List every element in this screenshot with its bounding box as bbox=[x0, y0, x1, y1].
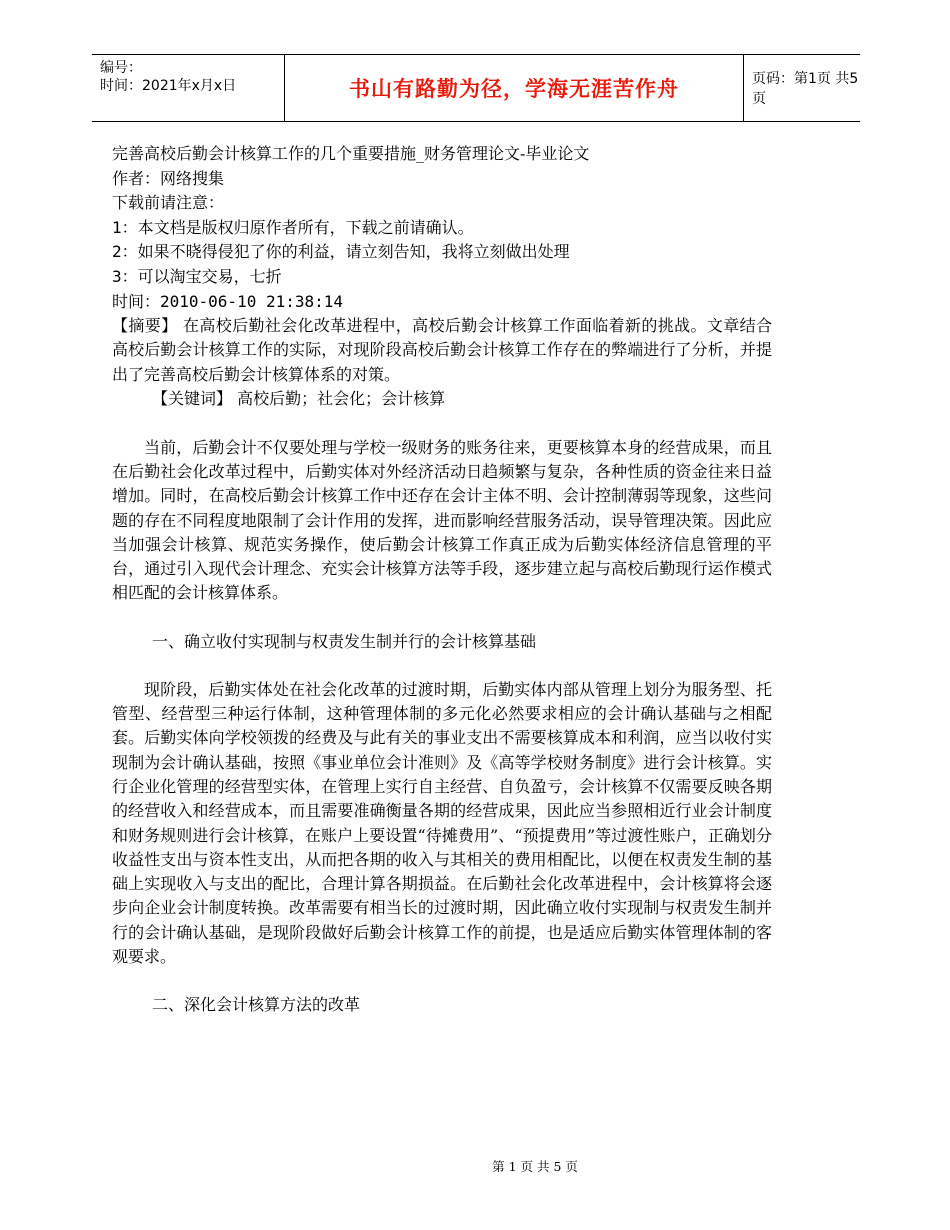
doc-time: 时间：2010-06-10 21:38:14 bbox=[112, 291, 344, 311]
notice-item-3: 3：可以淘宝交易，七折 bbox=[112, 266, 282, 286]
header-page-info: 页码：第1页 共5页 bbox=[752, 71, 859, 107]
section-heading-1: 一、确立收付实现制与权责发生制并行的会计核算基础 bbox=[152, 631, 537, 651]
header-meta bbox=[92, 55, 284, 121]
notice-item-1: 1：本文档是版权归原作者所有，下载之前请确认。 bbox=[112, 217, 474, 237]
paragraph-2: 现阶段，后勤实体处在社会化改革的过渡时期，后勤实体内部从管理上划分为服务型、托管型、经营型三种运行体制，这种管理体制的多元化必然要求相应的会计确认基础与之相配套。后勤实体向学校领拨的经费及与此有关的事业支出不需要核算成本和利润，应当以收付实现制为会计确认基础，按照《事业单位会计准则》及《高等学校财务制度》进行会计核算。实行企业化管理的经营型实体，在管理上实行自主经营、自负盈亏，会计核算不仅需要反映各期的经营收入和经营成本，而且需要准确衡量各期的经营成果，因此应当参照相近行业会计制度和财务规则进行会计核算，在账户上要设置“待摊费用”、“预提费用”等过渡性账户，正确划分收益性支出与资本性支出，从而把各期的收入与其相关的费用相配比，以便在权责发生制的基础上实现收入与支出的配比，合理计算各期损益。在后勤社会化改革进程中，会计核算将会逐步向企业会计制度转换。改革需要有相当长的过渡时期，因此确立收付实现制与权责发生制并行的会计确认基础，是现阶段做好后勤会计核算工作的前提，也是适应后勤实体管理体制的客观要求。 bbox=[112, 679, 772, 966]
page-footer: 第 1 页 共 5 页 bbox=[492, 1159, 578, 1174]
document-body bbox=[112, 142, 772, 1017]
page-header bbox=[92, 54, 860, 122]
header-motto: 书山有路勤为径，学海无涯苦作舟 bbox=[284, 55, 744, 121]
abstract: 【摘要】 在高校后勤社会化改革进程中，高校后勤会计核算工作面临着新的挑战。文章结合高校后勤会计核算工作的实际，对现阶段高校后勤会计核算工作存在的弊端进行了分析，并提出了完善高校后勤会计核算体系的对策。 bbox=[112, 316, 772, 384]
section-heading-2: 二、深化会计核算方法的改革 bbox=[152, 995, 361, 1015]
serial-label: 编号： bbox=[100, 60, 142, 76]
keywords: 【关键词】 高校后勤；社会化；会计核算 bbox=[152, 389, 446, 409]
notice-title: 下载前请注意： bbox=[112, 193, 225, 213]
time-label: 时间：2021年x月x日 bbox=[100, 78, 237, 94]
doc-author: 作者：网络搜集 bbox=[112, 168, 225, 188]
notice-item-2: 2：如果不晓得侵犯了你的利益，请立刻告知，我将立刻做出处理 bbox=[112, 242, 570, 262]
doc-title: 完善高校后勤会计核算工作的几个重要措施_财务管理论文-毕业论文 bbox=[112, 144, 590, 163]
paragraph-1: 当前，后勤会计不仅要处理与学校一级财务的账务往来，更要核算本身的经营成果，而且在后勤社会化改革过程中，后勤实体对外经济活动日趋频繁与复杂，各种性质的资金往来日益增加。同时，在高校后勤会计核算工作中还存在会计主体不明、会计控制薄弱等现象，这些问题的存在不同程度地限制了会计作用的发挥，进而影响经营服务活动，误导管理决策。因此应当加强会计核算、规范实务操作，使后勤会计核算工作真正成为后勤实体经济信息管理的平台，通过引入现代会计理念、充实会计核算方法等手段，逐步建立起与高校后勤现行运作模式相匹配的会计核算体系。 bbox=[112, 437, 772, 603]
